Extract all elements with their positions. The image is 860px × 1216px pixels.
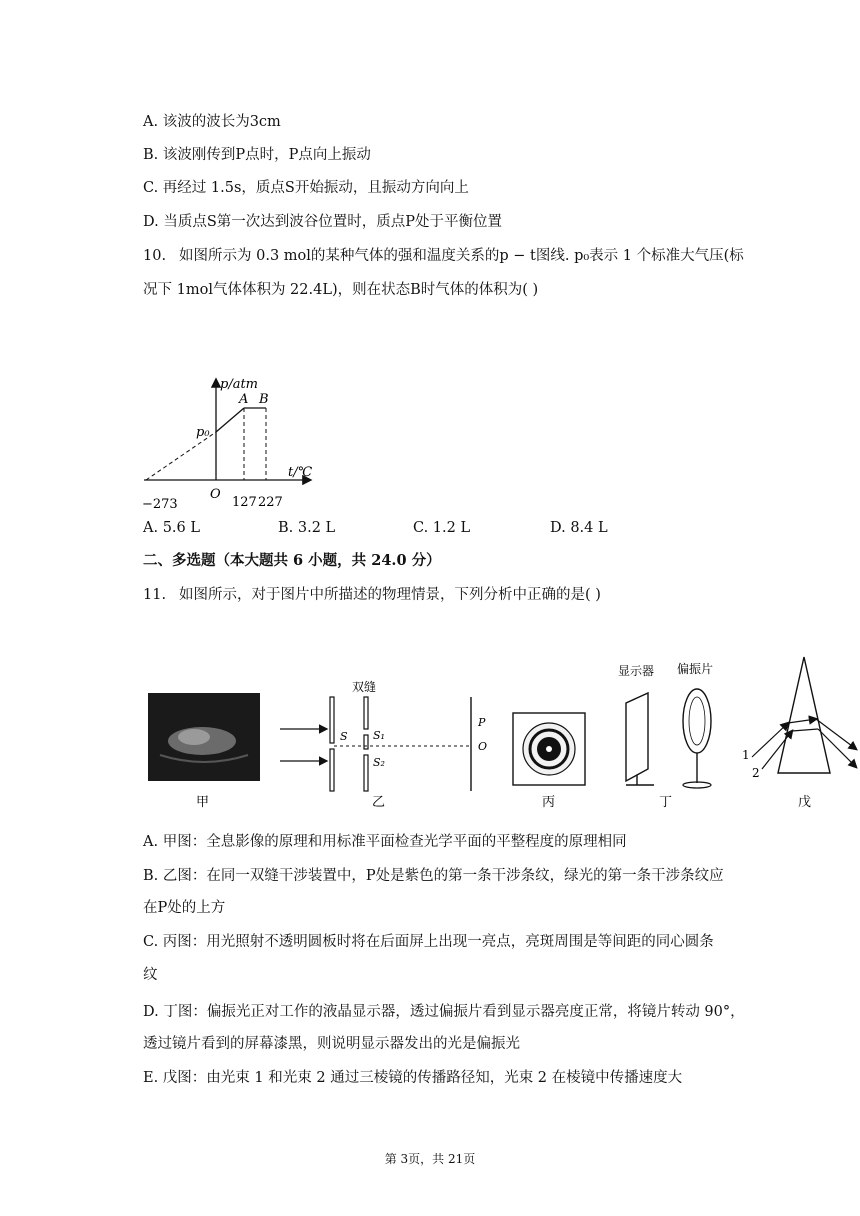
q11-option-c-line1: C. 丙图：用光照射不透明圆板时将在后面屏上出现一亮点，亮斑周围是等间距的同心圆条 [143, 934, 714, 950]
line-p0-a [216, 408, 244, 432]
figure-jia [148, 693, 260, 810]
point-b-label: B [259, 392, 269, 407]
display-label: 显示器 [618, 664, 655, 678]
q11-option-b-line1: B. 乙图：在同一双缝干涉装置中，P处是紫色的第一条干涉条纹，绿光的第一条干涉条纹应 [143, 868, 724, 884]
double-slit-plate-top [364, 697, 368, 729]
q11-option-d-line2: 透过镜片看到的屏幕漆黑，则说明显示器发出的光是偏振光 [143, 1036, 520, 1052]
origin-label: O [210, 487, 221, 502]
label-s: S [340, 730, 348, 743]
q11-stem-line [143, 585, 601, 605]
label-yi: 乙 [372, 795, 386, 810]
q11-number: 11. [143, 587, 167, 603]
q9-option-a: A. 该波的波长为3cm [143, 114, 281, 130]
bright-spot [546, 746, 552, 752]
single-slit-plate-bottom [330, 749, 334, 791]
q11-option-b-line2: 在P处的上方 [143, 900, 226, 916]
q11-stem-text: 如图所示，对于图片中所描述的物理情景，下列分析中正确的是( ) [179, 587, 601, 603]
label-s2: S₂ [373, 756, 385, 769]
p0-label: p₀ [196, 425, 210, 440]
single-slit-plate-top [330, 697, 334, 743]
figure-wu [742, 657, 856, 810]
q10-stem-line2: 况下 1mol气体体积为 22.4L)，则在状态B时气体的体积为( ) [143, 282, 539, 298]
q10-stem-text1: 如图所示为 0.3 mol的某种气体的强和温度关系的p − t图线. p₀表示 1 个标准大气压(标 [179, 248, 744, 264]
q11-option-d-line1: D. 丁图：偏振光正对工作的液晶显示器，透过偏振片看到显示器亮度正常，将镜片转动 90°， [143, 1004, 745, 1020]
q10-number: 10. [143, 248, 167, 264]
q10-option-b: B. 3.2 L [278, 520, 336, 536]
label-p: P [478, 716, 486, 729]
double-slit-label: 双缝 [352, 680, 377, 694]
x-axis-label: t/℃ [288, 465, 313, 480]
tick-127: 127 [232, 495, 257, 510]
q11-option-c-line2: 纹 [143, 967, 158, 983]
label-s1: S₁ [373, 729, 385, 742]
polarizer-lens [683, 689, 711, 753]
polarizer-label: 偏振片 [677, 662, 714, 676]
figure-ding [618, 661, 713, 810]
page-footer: 第 3页，共 21页 [384, 1152, 476, 1166]
beam-2-label: 2 [752, 766, 760, 780]
lcd-display [626, 693, 648, 781]
double-slit-plate-mid [364, 735, 368, 749]
q10-option-d: D. 8.4 L [550, 520, 608, 536]
q11-figure [140, 645, 860, 810]
section-2-title: 二、多选题（本大题共 6 小题，共 24.0 分） [143, 552, 441, 569]
prism [778, 657, 830, 773]
point-a-label: A [239, 392, 249, 407]
q10-option-c: C. 1.2 L [413, 520, 471, 536]
beam-1-label: 1 [742, 748, 750, 762]
figure-yi [280, 679, 487, 810]
q10-stem-line1 [143, 246, 744, 266]
q9-option-c: C. 再经过 1.5s，质点S开始振动，且振动方向向上 [143, 180, 469, 196]
y-axis-label: p/atm [220, 377, 259, 392]
q11-option-e: E. 戊图：由光束 1 和光束 2 通过三棱镜的传播路径知，光束 2 在棱镜中传播速度大 [143, 1070, 683, 1086]
q10-option-a: A. 5.6 L [143, 520, 200, 536]
q11-option-a: A. 甲图：全息影像的原理和用标准平面检查光学平面的平整程度的原理相同 [143, 834, 627, 850]
label-ding: 丁 [659, 795, 673, 810]
tick-227: 227 [258, 495, 283, 510]
label-bing: 丙 [542, 795, 556, 810]
q9-option-b: B. 该波刚传到P点时，P点向上振动 [143, 147, 371, 163]
q9-option-d: D. 当质点S第一次达到波谷位置时，质点P处于平衡位置 [143, 214, 503, 230]
label-o: O [478, 740, 488, 753]
label-jia: 甲 [196, 795, 210, 810]
figure-bing [513, 713, 585, 810]
label-wu: 戊 [798, 795, 812, 810]
double-slit-plate-bottom [364, 755, 368, 791]
q10-pt-graph [140, 370, 330, 515]
tick-neg273: −273 [142, 497, 178, 512]
